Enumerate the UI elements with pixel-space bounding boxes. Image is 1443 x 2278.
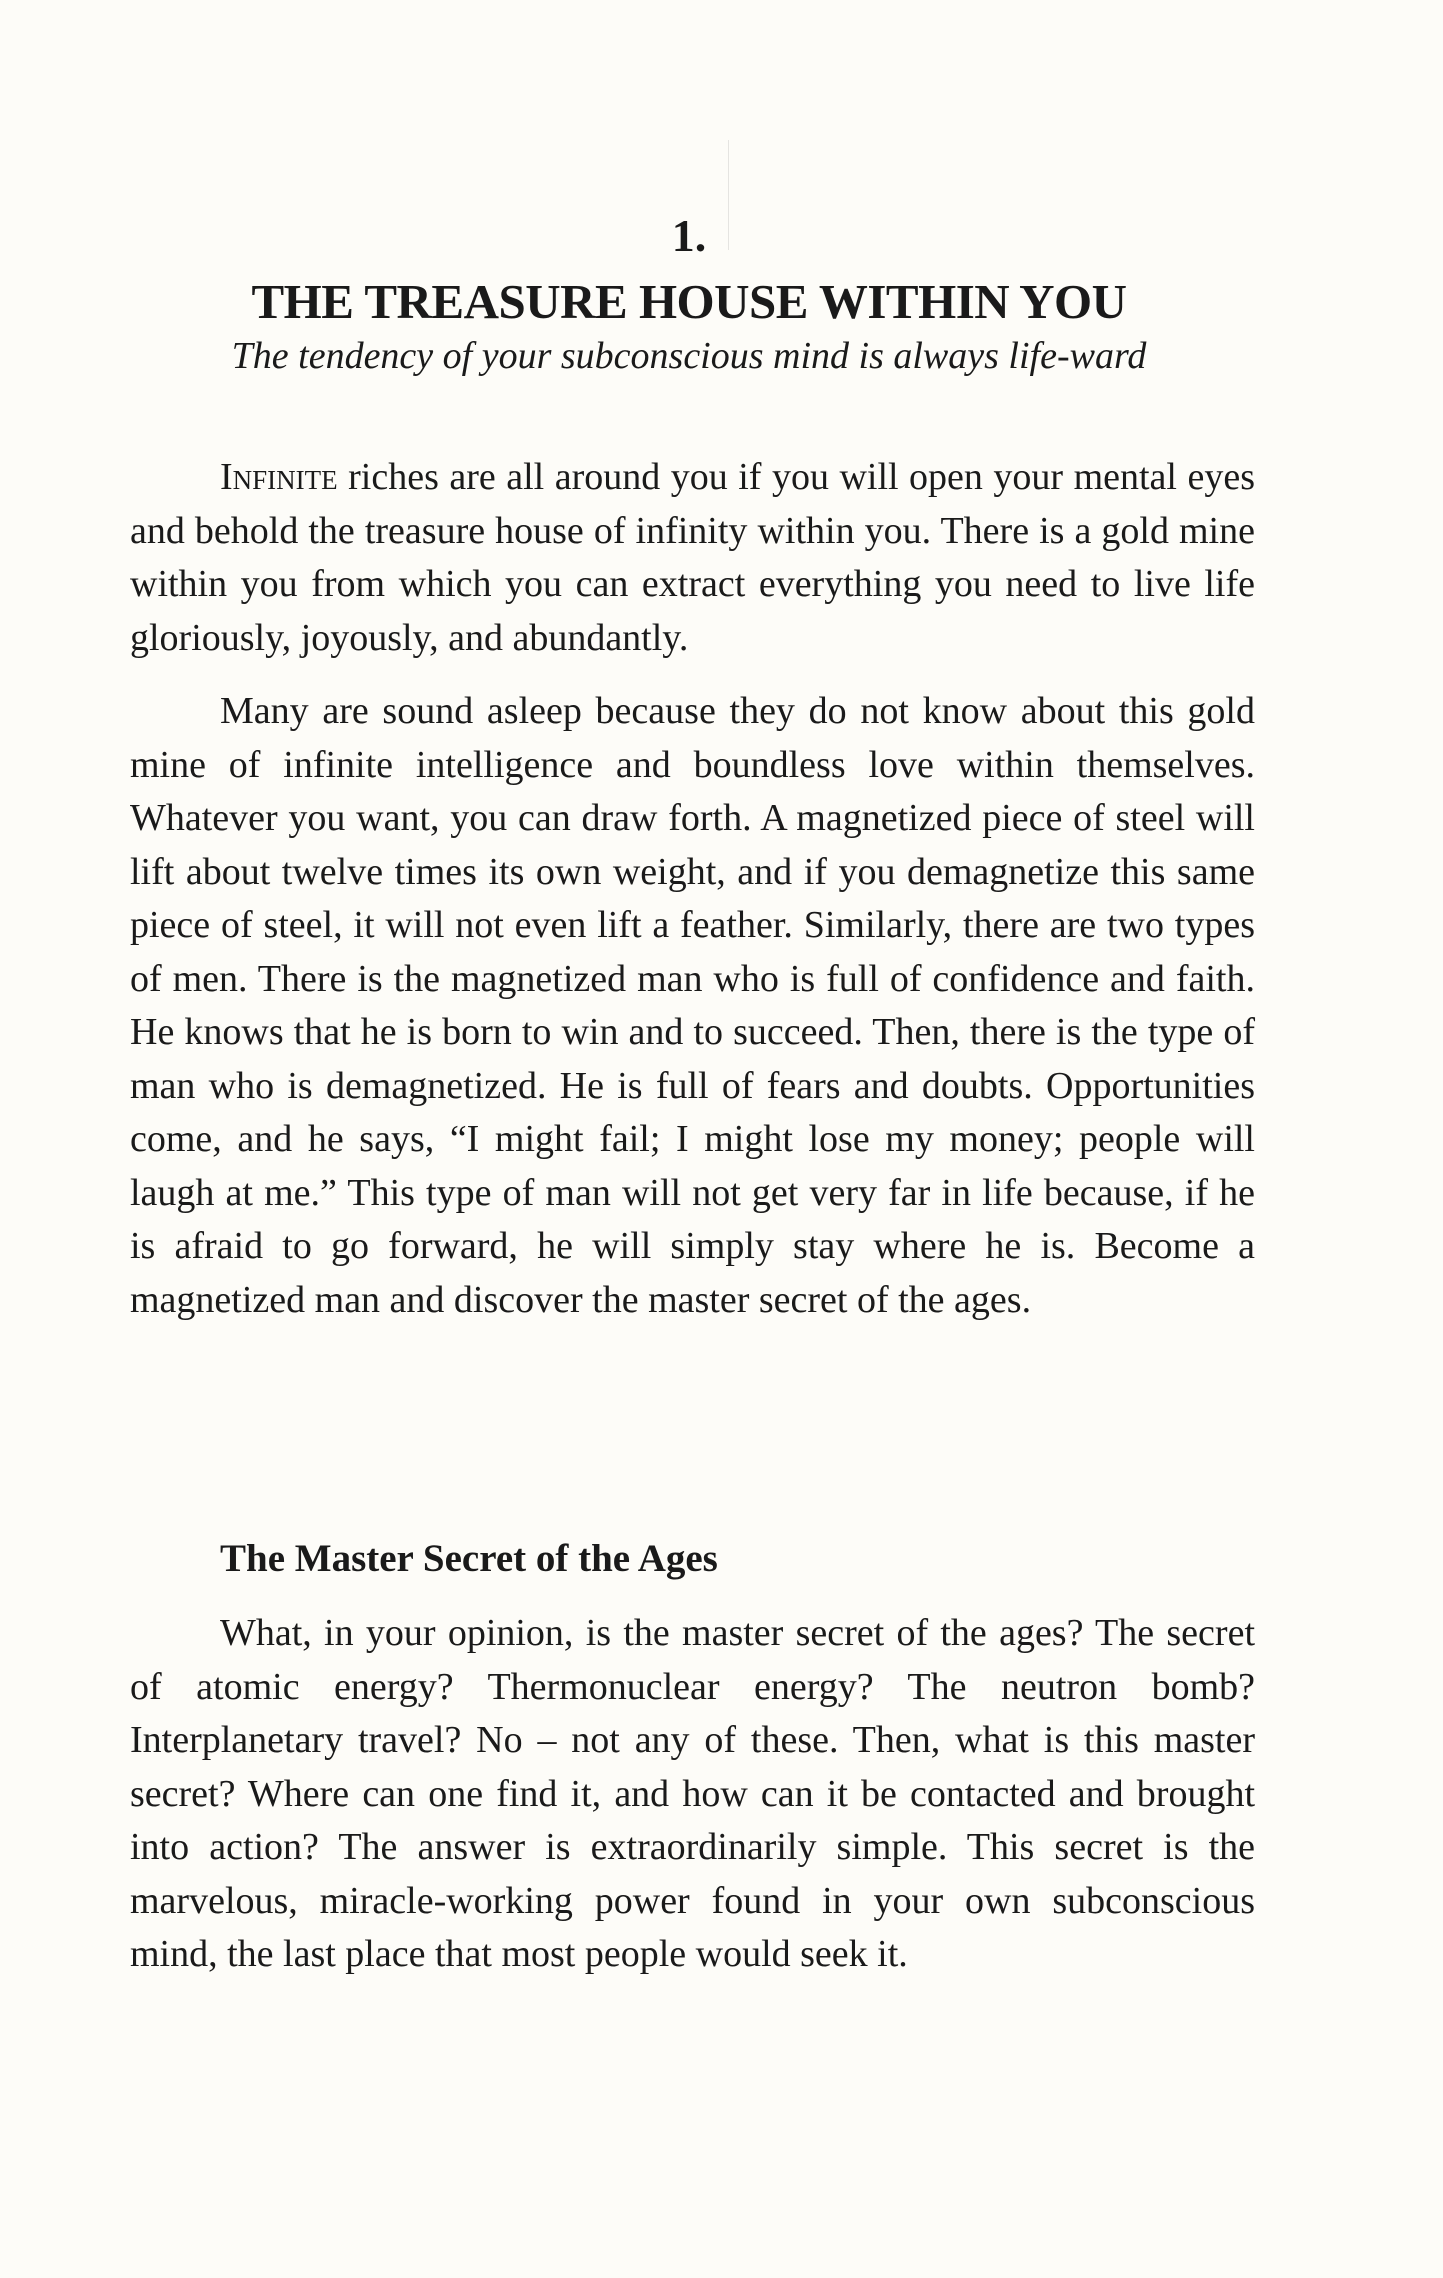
chapter-title: THE TREASURE HOUSE WITHIN YOU — [251, 274, 1127, 329]
lead-word: Infinite — [220, 456, 338, 498]
chapter-subtitle: The tendency of your subconscious mind is always life-ward — [231, 335, 1147, 377]
paragraph: Many are sound asleep because they do not know about this gold mine of infinite intelligence and boundless love within themselves. Whatever you want, you can draw forth. A magnetized piece of steel will lift about twelve times its own weight, and if you demagnetize this same piece of steel, it will not even lift a feather. Similarly, there are two types of men. There is the magnetized man who is full of confidence and faith. He knows that he is born to win and to succeed. Then, there is the type of man who is demagnetized. He is full of fears and doubts. Opportunities come, and he says, “I might fail; I might lose my money; people will laugh at me.” This type of man will not get very far in life because, if he is afraid to go forward, he will simply stay where he is. Become a magnetized man and discover the master secret of the ages. — [130, 690, 1255, 1321]
chapter-number: 1. — [671, 210, 707, 261]
intro-text — [130, 451, 1255, 1327]
paragraph-text: riches are all around you if you will open your mental eyes and behold the treasure house of infinity within you. There is a gold mine within you from which you can extract everything you need to live life gloriously, joyously, and abundantly. — [130, 456, 1255, 659]
paragraph — [130, 451, 1255, 665]
section-text — [130, 1607, 1255, 1982]
paragraph: What, in your opinion, is the master secret of the ages? The secret of atomic energy? Thermonuclear energy? The neutron bomb? Interplanetary travel? No – not any of these. Then, what is this master secret? Where can one find it, and how can it be contacted and brought into action? The answer is extraordinarily simple. This secret is the marvelous, miracle-working power found in your own subconscious mind, the last place that most people would seek it. — [130, 1612, 1255, 1975]
section-heading: The Master Secret of the Ages — [220, 1537, 718, 1580]
